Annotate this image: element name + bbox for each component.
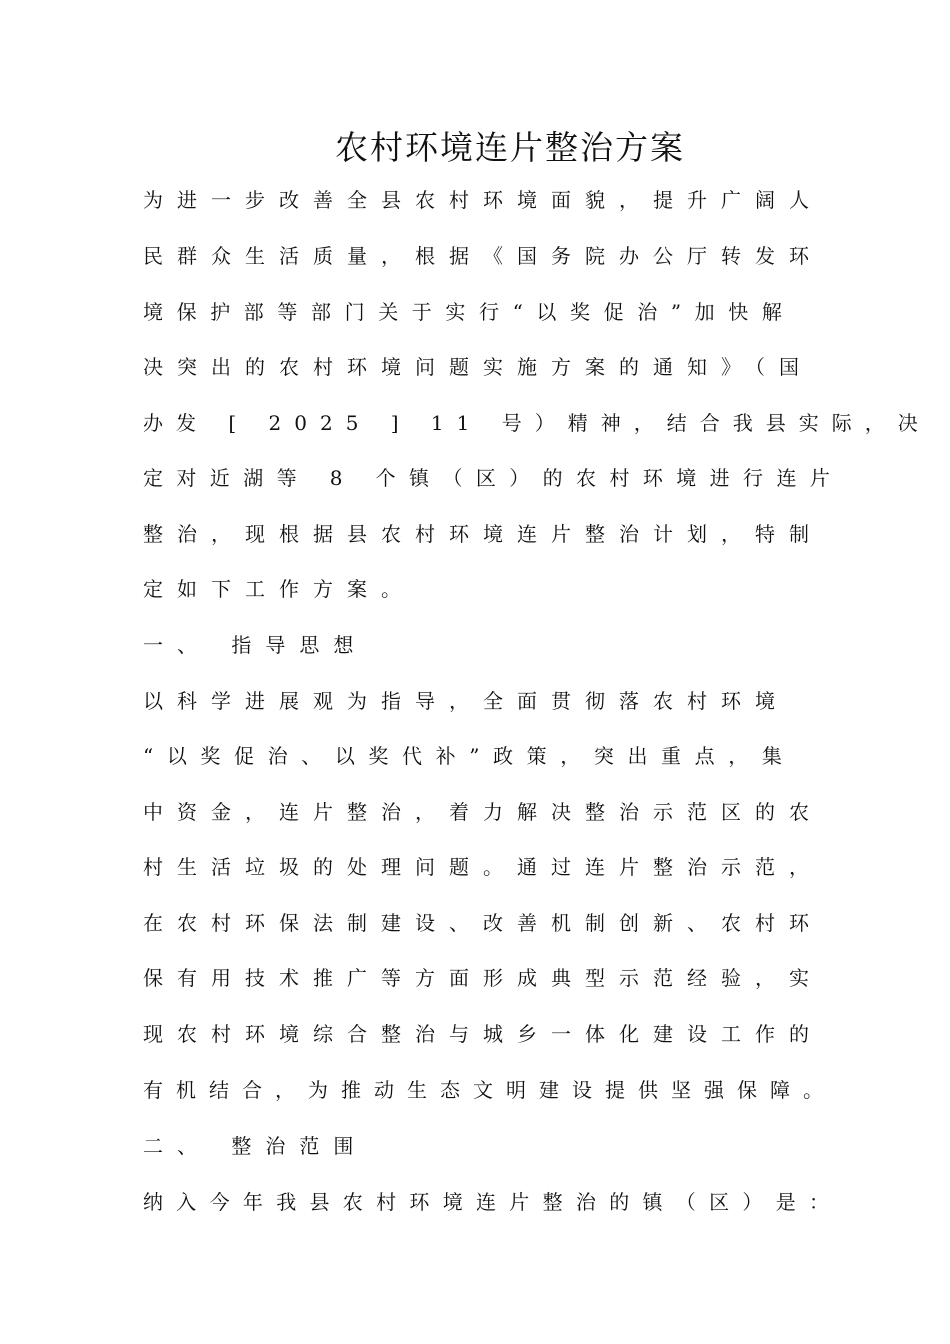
body-line-5: 办发 [ 2025 ] 11 号）精神，结合我县实际，决 [143, 411, 931, 435]
body-line-14: 保有用技术推广等方面形成典型示范经验，实 [143, 966, 823, 990]
section-heading-1: 一、 指导思想 [143, 633, 368, 657]
section-heading-2: 二、 整治范围 [143, 1134, 368, 1158]
body-line-15: 现农村环境综合整治与城乡一体化建设工作的 [143, 1022, 823, 1046]
body-line-10: “以奖促治、以奖代补”政策，突出重点，集 [143, 744, 796, 768]
body-line-16: 有机结合，为推动生态文明建设提供坚强保障。 [143, 1078, 836, 1102]
body-line-17: 纳入今年我县农村环境连片整治的镇（区）是： [143, 1190, 843, 1214]
body-line-4: 决突出的农村环境问题实施方案的通知》（国 [143, 355, 813, 379]
body-line-2: 民群众生活质量，根据《国务院办公厅转发环 [143, 244, 823, 268]
body-line-9: 以科学进展观为指导，全面贯彻落农村环境 [143, 689, 789, 713]
body-line-12: 村生活垃圾的处理问题。通过连片整治示范， [143, 855, 823, 879]
body-line-11: 中资金，连片整治，着力解决整治示范区的农 [143, 800, 823, 824]
body-line-1: 为进一步改善全县农村环境面貌，提升广阔人 [143, 188, 823, 212]
body-line-6: 定对近湖等 8 个镇（区）的农村环境进行连片 [143, 466, 844, 490]
body-line-7: 整治，现根据县农村环境连片整治计划，特制 [143, 522, 823, 546]
body-line-8: 定如下工作方案。 [143, 577, 415, 601]
document-title: 农村环境连片整治方案 [335, 128, 685, 167]
body-line-13: 在农村环保法制建设、改善机制创新、农村环 [143, 911, 823, 935]
body-line-3: 境保护部等部门关于实行“以奖促治”加快解 [143, 300, 796, 324]
